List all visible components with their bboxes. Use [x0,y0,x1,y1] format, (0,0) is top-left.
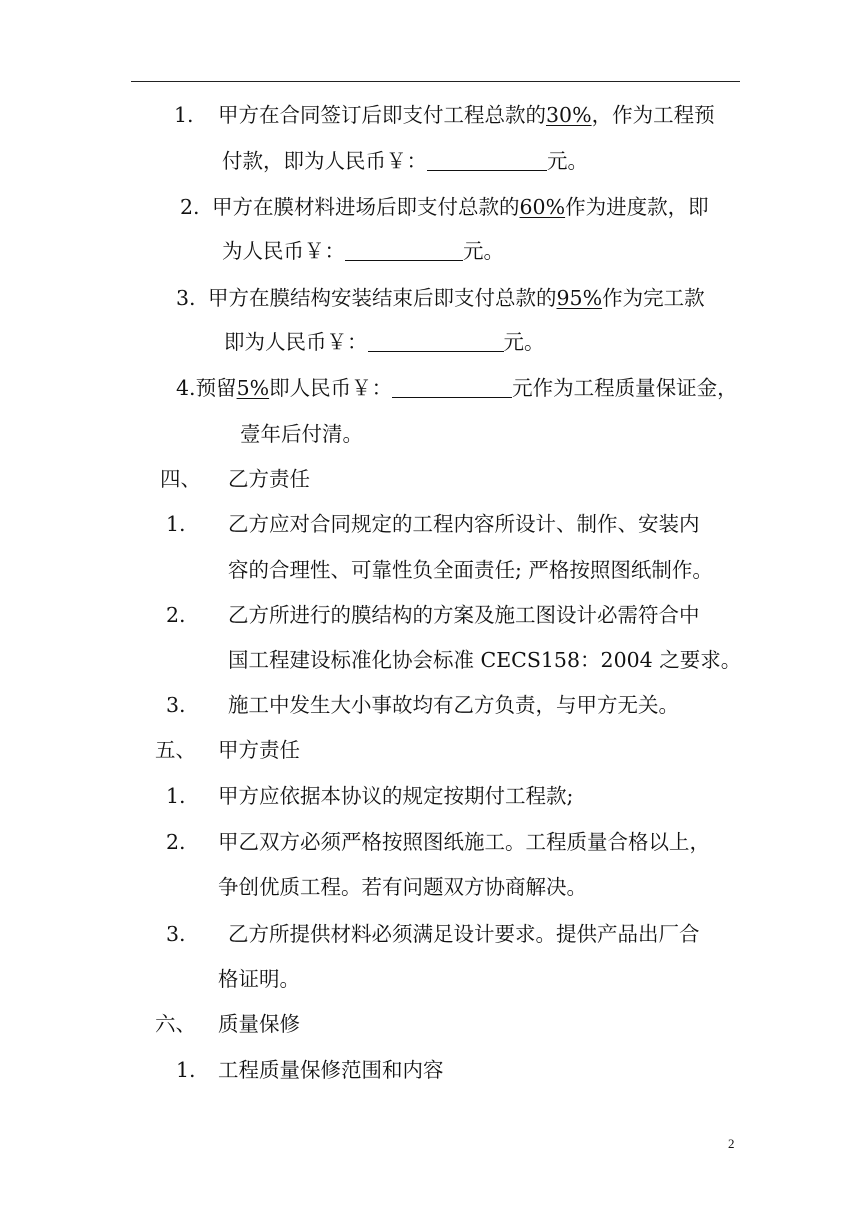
payment-item-2-text-after: 作为进度款，即 [565,195,709,219]
payment-item-2-number: 2. [180,195,200,219]
section-6-item-1-number: 1. [176,1058,196,1082]
payment-item-3-number: 3. [176,286,196,310]
section-4-item-2-line2: 国工程建设标准化协会标准 CECS158：2004 之要求。 [228,648,742,672]
payment-item-2-line1 [212,193,709,221]
header-rule [131,81,740,82]
section-4-item-3-number: 3. [166,693,186,717]
section-5-item-2-line1: 甲乙双方必须严格按照图纸施工。工程质量合格以上， [218,830,710,854]
payment-item-3-amount-label: 即为人民币￥： [224,330,368,354]
section-4-item-2-number: 2. [166,603,186,627]
payment-item-1-percent: 30% [546,103,592,127]
payment-item-2-amount-label: 为人民币￥： [222,239,345,263]
section-5-item-1-line1: 甲方应依据本协议的规定按期付工程款; [218,784,574,808]
payment-item-1-text: 甲方在合同签订后即支付工程总款的 [218,103,546,127]
page-number: 2 [728,1136,735,1151]
payment-item-3-line2 [224,328,545,356]
section-6-title: 质量保修 [218,1012,300,1036]
section-5-item-3-number: 3. [166,922,186,946]
section-6-item-1-line1: 工程质量保修范围和内容 [218,1058,444,1082]
section-4-item-1-number: 1. [166,512,186,536]
section-4-item-2-line1: 乙方所进行的膜结构的方案及施工图设计必需符合中 [228,603,700,627]
section-4-item-3-line1: 施工中发生大小事故均有乙方负责，与甲方无关。 [228,693,679,717]
payment-item-3-unit: 元。 [503,330,545,354]
payment-item-3-text-after: 作为完工款 [602,286,705,310]
section-4-item-1-line1: 乙方应对合同规定的工程内容所设计、制作、安装内 [228,512,700,536]
payment-item-3-text: 甲方在膜结构安装结束后即支付总款的 [208,286,557,310]
section-5-item-2-number: 2. [166,830,186,854]
payment-item-1-number: 1. [174,103,194,127]
payment-item-1-line1 [218,101,715,129]
payment-item-4-number: 4. [176,376,196,400]
payment-item-4-percent: 5% [236,376,270,400]
payment-item-3-line1 [208,284,705,312]
payment-item-2-percent: 60% [519,195,566,219]
payment-item-4-text-after: 元作为工程质量保证金， [512,376,738,400]
section-4-number: 四、 [160,467,201,491]
payment-item-4-line1 [176,374,738,402]
section-4-item-1-line2: 容的合理性、可靠性负全面责任; 严格按照图纸制作。 [228,558,713,582]
payment-item-1-unit: 元。 [547,149,588,173]
payment-item-1-amount-blank [427,150,547,171]
section-5-item-2-line2: 争创优质工程。若有问题双方协商解决。 [218,875,587,899]
section-6-number: 六、 [155,1012,196,1036]
payment-item-1-amount-label: 付款，即为人民币￥： [222,149,427,173]
payment-item-2-amount-blank [345,240,463,261]
payment-item-4-text: 预留 [195,376,237,400]
section-5-number: 五、 [155,738,196,762]
payment-item-4-amount-blank [392,377,512,398]
payment-item-3-percent: 95% [556,286,603,310]
section-5-item-1-number: 1. [166,784,186,808]
payment-item-1-line2 [222,147,588,175]
payment-item-2-line2 [222,237,504,265]
section-4-title: 乙方责任 [228,467,310,491]
payment-item-2-text: 甲方在膜材料进场后即支付总款的 [212,195,520,219]
section-5-title: 甲方责任 [218,738,300,762]
payment-item-4-line2: 壹年后付清。 [240,422,363,446]
section-5-item-3-line1: 乙方所提供材料必须满足设计要求。提供产品出厂合 [228,922,700,946]
payment-item-2-unit: 元。 [463,239,504,263]
payment-item-3-amount-blank [368,331,504,352]
payment-item-1-text-after: ，作为工程预 [591,103,715,127]
section-5-item-3-line2: 格证明。 [218,967,300,991]
payment-item-4-amount-label: 即人民币￥： [269,376,393,400]
